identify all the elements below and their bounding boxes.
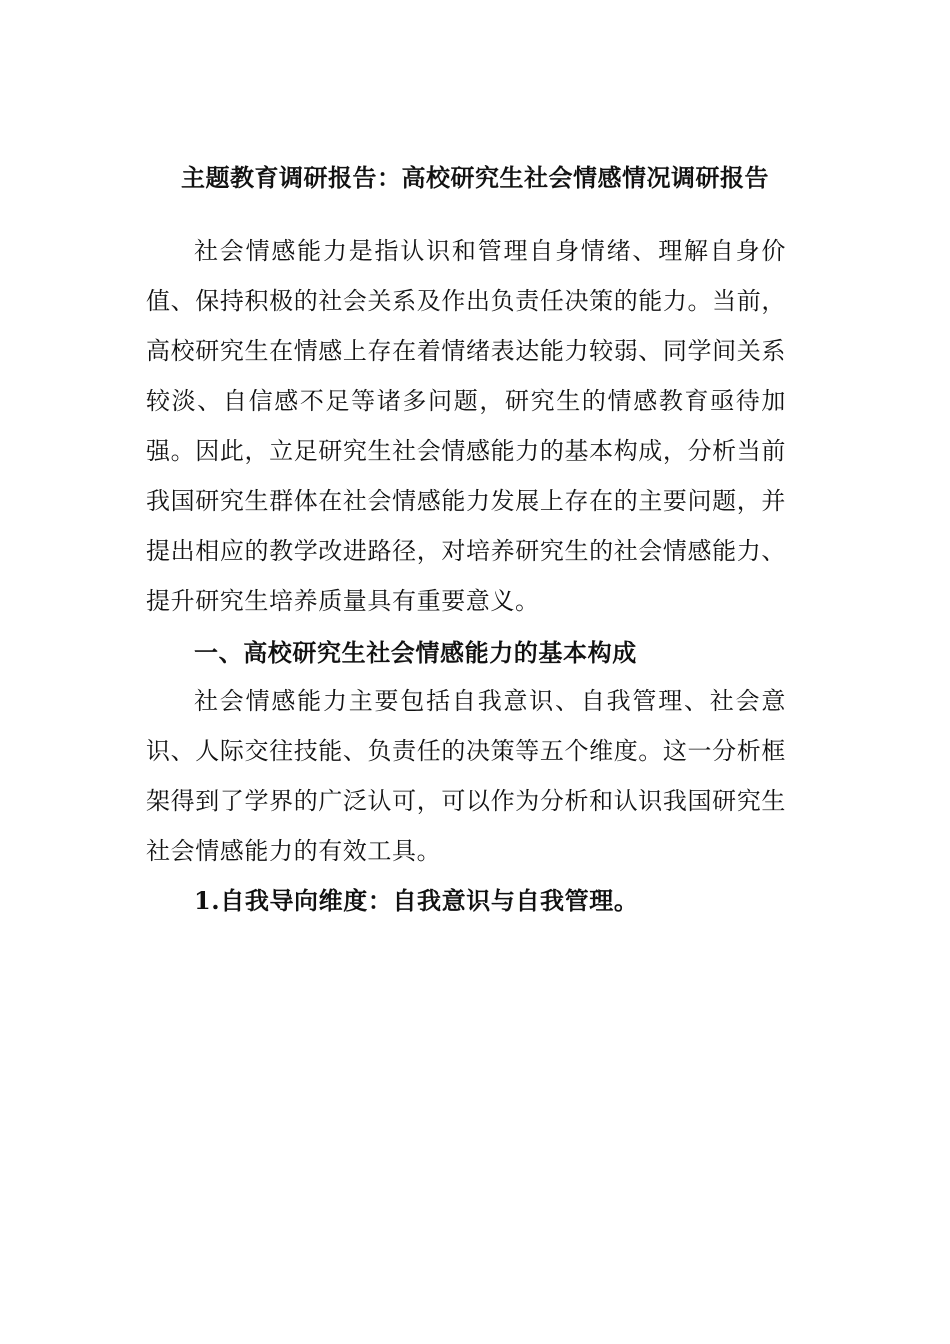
section-1-block	[146, 628, 786, 678]
subsection-1-heading: 1.自我导向维度：自我意识与自我管理。	[194, 886, 639, 915]
intro-paragraph: 社会情感能力是指认识和管理自身情绪、理解自身价值、保持积极的社会关系及作出负责任决策的能力。当前，高校研究生在情感上存在着情绪表达能力较弱、同学间关系较淡、自信感不足等诸多问题，研究生的情感教育亟待加强。因此，立足研究生社会情感能力的基本构成，分析当前我国研究生群体在社会情感能力发展上存在的主要问题，并提出相应的教学改进路径，对培养研究生的社会情感能力、提升研究生培养质量具有重要意义。	[146, 237, 786, 615]
intro-block	[146, 226, 786, 626]
section-1-body	[146, 676, 786, 876]
section-1-heading: 一、高校研究生社会情感能力的基本构成	[194, 638, 637, 667]
subsection-1-block	[146, 876, 786, 926]
section-1-paragraph: 社会情感能力主要包括自我意识、自我管理、社会意识、人际交往技能、负责任的决策等五个维度。这一分析框架得到了学界的广泛认可，可以作为分析和认识我国研究生社会情感能力的有效工具。	[146, 687, 786, 865]
document-title: 主题教育调研报告：高校研究生社会情感情况调研报告	[181, 163, 769, 192]
